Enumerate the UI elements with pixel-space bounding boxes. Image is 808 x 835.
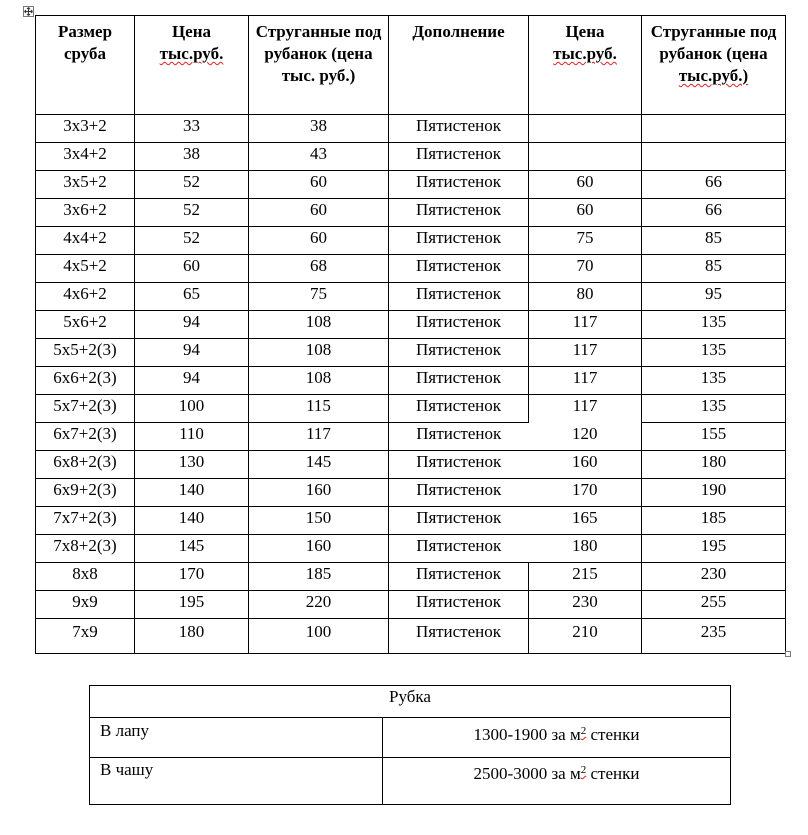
table-move-handle[interactable] (23, 6, 34, 17)
table-cell: 108 (249, 339, 389, 367)
table-cell: Пятистенок (389, 199, 529, 227)
table-row (90, 718, 731, 758)
table-cell: 68 (249, 255, 389, 283)
table-cell: 66 (642, 171, 786, 199)
table-cell: 160 (249, 479, 389, 507)
table-cell: 117 (529, 339, 642, 367)
table-cell: 94 (135, 339, 249, 367)
header-cell (529, 16, 642, 115)
table-row (36, 115, 786, 143)
header-cell (36, 16, 135, 115)
table-cell: 60 (529, 171, 642, 199)
table-cell: 95 (642, 283, 786, 311)
table-cell: 52 (135, 171, 249, 199)
table-cell: 100 (135, 395, 249, 423)
table-cell: 60 (249, 227, 389, 255)
table-row (36, 199, 786, 227)
table-cell: 215 (529, 563, 642, 591)
table-cell: 60 (529, 199, 642, 227)
table-cell: 85 (642, 255, 786, 283)
header-line: тыс.руб. (553, 44, 617, 63)
header-line: рубанок (цена (659, 44, 768, 63)
header-line: Цена (565, 22, 605, 41)
table-cell: 235 (642, 619, 786, 654)
header-line: Размер (57, 22, 113, 41)
table-cell: 6х8+2(3) (36, 451, 135, 479)
table-cell: 220 (249, 591, 389, 619)
table-row (36, 311, 786, 339)
rubka-table (89, 685, 731, 805)
table-cell: 120 (529, 423, 642, 451)
table-cell: 3х5+2 (36, 171, 135, 199)
table-cell: Пятистенок (389, 227, 529, 255)
table-cell: Пятистенок (389, 143, 529, 171)
table-cell: 52 (135, 227, 249, 255)
table-cell: 145 (249, 451, 389, 479)
table-cell: Пятистенок (389, 507, 529, 535)
table-cell: 43 (249, 143, 389, 171)
table-row (90, 758, 731, 805)
table-cell: 180 (135, 619, 249, 654)
table-cell: 5х5+2(3) (36, 339, 135, 367)
table-cell: 108 (249, 367, 389, 395)
table-cell: 94 (135, 311, 249, 339)
table-cell: 117 (249, 423, 389, 451)
table-cell: Пятистенок (389, 479, 529, 507)
table-cell: 108 (249, 311, 389, 339)
table-cell: 85 (642, 227, 786, 255)
header-line: тыс. руб.) (281, 66, 356, 85)
table-cell: 60 (249, 199, 389, 227)
table-row (36, 227, 786, 255)
table-row (36, 283, 786, 311)
table-row (36, 171, 786, 199)
move-arrows-icon (24, 7, 33, 16)
table-cell: 117 (529, 311, 642, 339)
table-cell: Пятистенок (389, 619, 529, 654)
rubka-value: 2500-3000 за $м^2$ стенки (383, 758, 731, 805)
table-row (36, 591, 786, 619)
header-line: тыс.руб. (159, 44, 224, 63)
table-cell (529, 143, 642, 171)
table-cell (642, 143, 786, 171)
table-cell: 5х6+2 (36, 311, 135, 339)
price-table-header-row (36, 16, 786, 115)
table-cell: Пятистенок (389, 115, 529, 143)
table-cell: 5х7+2(3) (36, 395, 135, 423)
table-cell: 140 (135, 479, 249, 507)
table-cell: 7х9 (36, 619, 135, 654)
table-cell: Пятистенок (389, 451, 529, 479)
table-cell: 170 (529, 479, 642, 507)
table-cell: 60 (135, 255, 249, 283)
table-cell: 38 (135, 143, 249, 171)
table-cell: Пятистенок (389, 423, 529, 451)
table-cell: 3х3+2 (36, 115, 135, 143)
table-row (36, 143, 786, 171)
table-cell: 100 (249, 619, 389, 654)
table-cell: 3х6+2 (36, 199, 135, 227)
table-row (36, 367, 786, 395)
table-cell: 115 (249, 395, 389, 423)
table-cell: 150 (249, 507, 389, 535)
table-row (36, 339, 786, 367)
header-cell (389, 16, 529, 115)
table-cell: Пятистенок (389, 171, 529, 199)
table-cell: 230 (529, 591, 642, 619)
header-line: сруба (63, 44, 107, 63)
table-cell: 6х6+2(3) (36, 367, 135, 395)
table-cell: 140 (135, 507, 249, 535)
table-cell: Пятистенок (389, 395, 529, 423)
table-cell: 195 (135, 591, 249, 619)
table-cell: 155 (642, 423, 786, 451)
table-cell: 117 (529, 367, 642, 395)
table-cell: 7х7+2(3) (36, 507, 135, 535)
table-cell: Пятистенок (389, 311, 529, 339)
table-cell: 165 (529, 507, 642, 535)
table-cell: 145 (135, 535, 249, 563)
table-cell: Пятистенок (389, 563, 529, 591)
rubka-label: В чашу (90, 758, 383, 805)
table-cell: 185 (249, 563, 389, 591)
table-cell: 190 (642, 479, 786, 507)
table-cell: Пятистенок (389, 591, 529, 619)
table-cell: 33 (135, 115, 249, 143)
header-cell (642, 16, 786, 115)
table-cell: 4х5+2 (36, 255, 135, 283)
price-table (35, 15, 786, 654)
table-cell: 65 (135, 283, 249, 311)
table-cell: 255 (642, 591, 786, 619)
table-cell: 135 (642, 367, 786, 395)
table-cell: 185 (642, 507, 786, 535)
table-cell: 94 (135, 367, 249, 395)
table-cell: 180 (642, 451, 786, 479)
table-row (36, 451, 786, 479)
table-row (36, 255, 786, 283)
header-line: Цена (171, 22, 212, 41)
header-line: Дополнение (412, 22, 505, 41)
table-cell: Пятистенок (389, 535, 529, 563)
table-resize-handle[interactable] (785, 651, 791, 657)
rubka-title: Рубка (90, 686, 731, 718)
table-row (36, 619, 786, 654)
table-cell: 3х4+2 (36, 143, 135, 171)
table-cell: 117 (529, 395, 642, 423)
table-row (36, 395, 786, 423)
table-cell: 80 (529, 283, 642, 311)
table-cell: 8х8 (36, 563, 135, 591)
table-cell: 210 (529, 619, 642, 654)
header-cell (249, 16, 389, 115)
table-cell: Пятистенок (389, 283, 529, 311)
table-cell (529, 115, 642, 143)
header-line: Струганные под (255, 22, 382, 41)
table-cell: 4х4+2 (36, 227, 135, 255)
table-row (36, 535, 786, 563)
table-cell: 180 (529, 535, 642, 563)
table-cell: 6х9+2(3) (36, 479, 135, 507)
rubka-label: В лапу (90, 718, 383, 758)
header-line: рубанок (цена (264, 44, 373, 63)
table-cell: 130 (135, 451, 249, 479)
table-cell: 195 (642, 535, 786, 563)
table-cell: 75 (529, 227, 642, 255)
table-cell: 75 (249, 283, 389, 311)
table-cell: Пятистенок (389, 339, 529, 367)
header-line: Струганные под (650, 22, 777, 41)
table-cell: 160 (529, 451, 642, 479)
table-cell: 170 (135, 563, 249, 591)
table-row (36, 507, 786, 535)
header-cell (135, 16, 249, 115)
table-cell: 9х9 (36, 591, 135, 619)
rubka-value: 1300-1900 за $м^2$ стенки (383, 718, 731, 758)
table-cell: 4х6+2 (36, 283, 135, 311)
table-cell: 135 (642, 311, 786, 339)
table-cell: 135 (642, 395, 786, 423)
table-cell: 70 (529, 255, 642, 283)
table-cell: 6х7+2(3) (36, 423, 135, 451)
table-cell: 110 (135, 423, 249, 451)
table-row (36, 479, 786, 507)
table-cell (642, 115, 786, 143)
table-cell: Пятистенок (389, 367, 529, 395)
table-cell: Пятистенок (389, 255, 529, 283)
table-cell: 135 (642, 339, 786, 367)
table-cell: 7х8+2(3) (36, 535, 135, 563)
table-cell: 230 (642, 563, 786, 591)
header-line: тыс.руб.) (678, 66, 749, 85)
table-cell: 160 (249, 535, 389, 563)
table-cell: 38 (249, 115, 389, 143)
table-row (36, 423, 786, 451)
table-cell: 66 (642, 199, 786, 227)
table-cell: 60 (249, 171, 389, 199)
table-row (36, 563, 786, 591)
table-cell: 52 (135, 199, 249, 227)
